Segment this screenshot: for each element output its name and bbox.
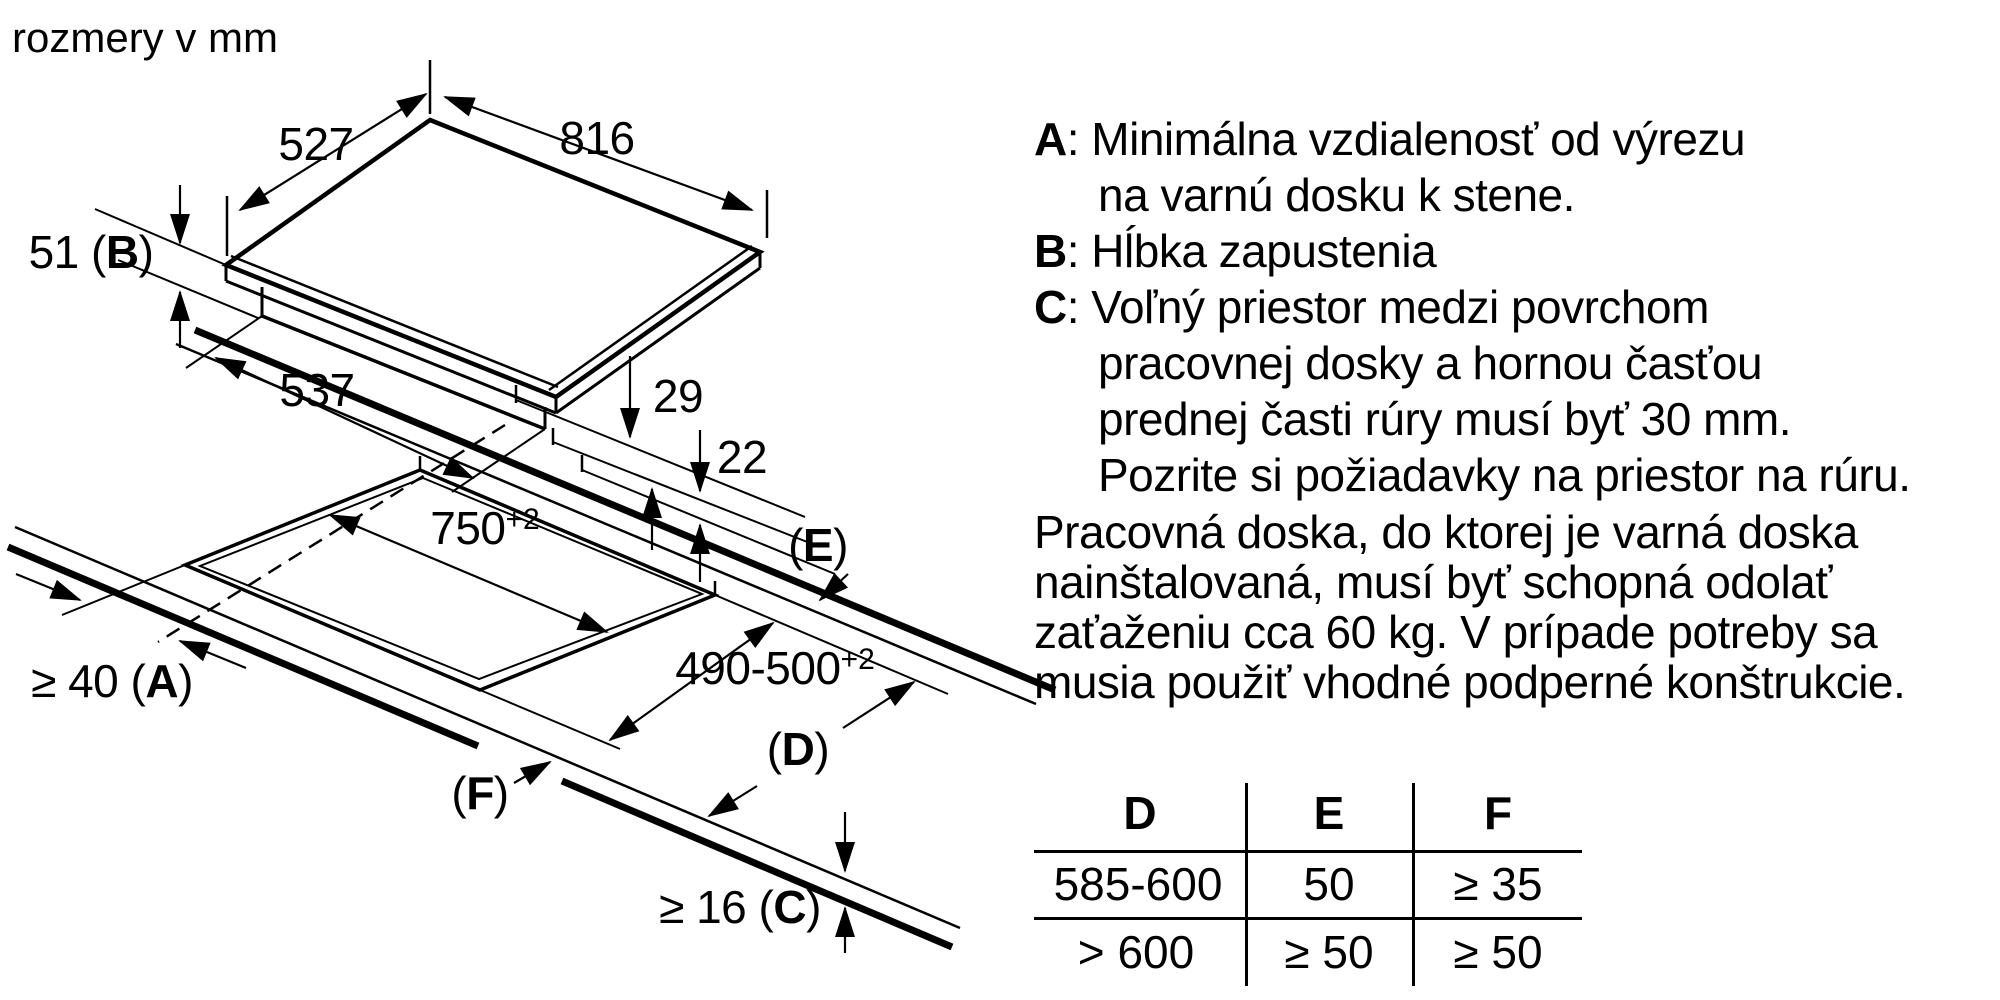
label-d: (D)	[766, 723, 830, 775]
legend-item-c-line-1: C: Voľný priestor medzi povrchom	[1034, 281, 1709, 333]
dim-51b-label: 51 (B)	[28, 226, 154, 278]
legend-item-a-line-1: A: Minimálna vzdialenosť od výrezu	[1034, 113, 1746, 165]
dim-816-label: 816	[559, 112, 635, 164]
table-cell-r1-e: 50	[1303, 858, 1355, 910]
legend-item-c-line-2: pracovnej dosky a hornou časťou	[1098, 337, 1763, 389]
paragraph-line-4: musia použiť vhodné podperné konštrukcie.	[1034, 656, 1906, 708]
table-header-d: D	[1123, 787, 1157, 839]
table-header-e: E	[1313, 787, 1345, 839]
paragraph-line-2: nainštalovaná, musí byť schopná odolať	[1034, 556, 1833, 608]
table-cell-r1-d: 585-600	[1053, 858, 1223, 910]
label-a-min40: ≥ 40 (A)	[31, 655, 193, 707]
table-header-rule	[1034, 850, 1582, 853]
table-row-rule	[1034, 917, 1582, 920]
paragraph-line-3: zaťaženiu cca 60 kg. V prípade potreby sa	[1034, 606, 1878, 658]
dim-537-label: 537	[279, 364, 355, 416]
label-c-min16: ≥ 16 (C)	[659, 881, 821, 933]
dim-22-label: 22	[716, 431, 768, 483]
dim-490-500-label: $490-500^{+2}$	[675, 642, 875, 694]
table-column-rule-2	[1412, 783, 1415, 986]
legend-item-c-line-4: Pozrite si požiadavky na priestor na rúru.	[1098, 449, 1911, 501]
table-header-f: F	[1483, 787, 1513, 839]
dim-527-label: 527	[278, 118, 354, 170]
legend-item-b-line-1: B: Hĺbka zapustenia	[1034, 225, 1437, 277]
table-column-rule-1	[1245, 783, 1248, 986]
table-cell-r2-e: ≥ 50	[1284, 926, 1374, 978]
label-e: (E)	[788, 519, 848, 571]
paragraph-line-1: Pracovná doska, do ktorej je varná doska	[1034, 506, 1858, 558]
legend-item-a-line-2: na varnú dosku k stene.	[1098, 169, 1575, 221]
table-cell-r1-f: ≥ 35	[1453, 858, 1543, 910]
table-cell-r2-d: > 600	[1077, 926, 1195, 978]
table-cell-r2-f: ≥ 50	[1453, 926, 1543, 978]
def-table	[1034, 783, 1582, 986]
label-f: (F)	[451, 767, 509, 819]
page-title: rozmery v mm	[12, 14, 278, 61]
legend-item-c-line-3: prednej časti rúry musí byť 30 mm.	[1098, 393, 1792, 445]
dim-750-label: $750^{+2}$	[430, 502, 540, 554]
dim-29-label: 29	[652, 370, 704, 422]
